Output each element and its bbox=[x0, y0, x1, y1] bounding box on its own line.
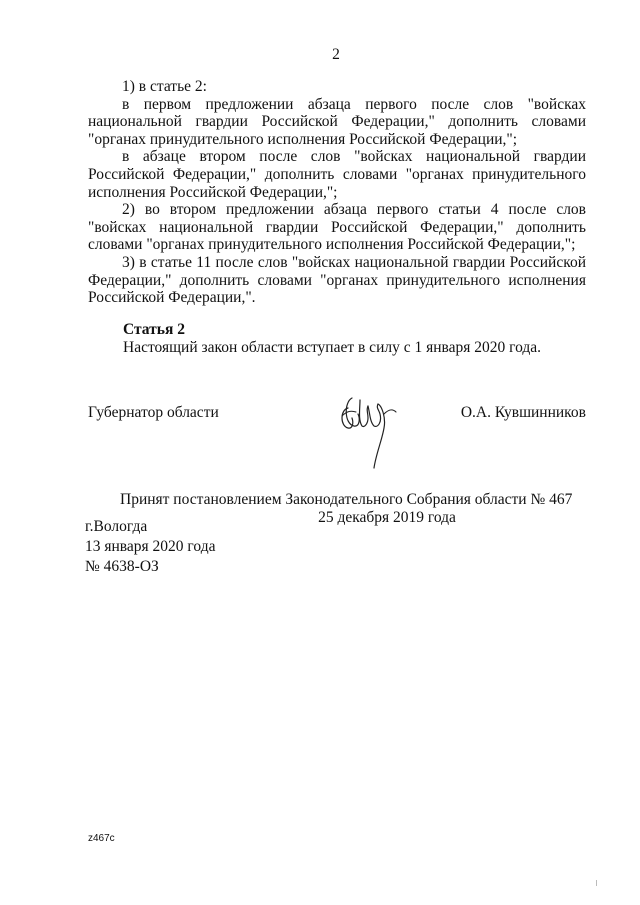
law-number: № 4638-ОЗ bbox=[85, 558, 159, 575]
adoption-resolution: Принят постановлением Законодательного Собрания области № 467 bbox=[120, 491, 573, 508]
paragraph-item-3: 3) в статье 11 после слов "войсках национальной гвардии Российской Федерации," дополнить словами "органах принудительного исполнения Российской Федерации,". bbox=[88, 253, 586, 307]
signing-date: 13 января 2020 года bbox=[85, 538, 216, 555]
paragraph-item-1b: в абзаце втором после слов "войсках национальной гвардии Российской Федерации," дополнить словами "органах принудительного исполнения Российской Федерации,"; bbox=[88, 148, 586, 201]
governor-title: Губернатор области bbox=[88, 404, 219, 421]
city: г.Вологда bbox=[85, 518, 148, 535]
law-registration bbox=[85, 517, 215, 577]
paragraph-item-2: 2) во втором предложении абзаца первого статьи 4 после слов "войсках национальной гвардии Российской Федерации," дополнить словами "органах принудительного исполнения Российской Федерации,"; bbox=[88, 201, 586, 254]
handwritten-signature bbox=[338, 388, 402, 472]
governor-name: О.А. Кувшинников bbox=[460, 404, 586, 421]
scan-mark bbox=[596, 880, 597, 886]
amendments-text bbox=[88, 78, 586, 307]
adoption-date: 25 декабря 2019 года bbox=[318, 509, 456, 526]
article-text: Настоящий закон области вступает в силу с 1 января 2020 года. bbox=[123, 339, 542, 356]
paragraph-item-1: 1) в статье 2: bbox=[122, 78, 207, 95]
paragraph-item-1a: в первом предложении абзаца первого после слов "войсках национальной гвардии Российской Федерации," дополнить словами "органах принудительного исполнения Российской Федерации,"; bbox=[88, 95, 586, 148]
article-title: Статья 2 bbox=[123, 321, 185, 338]
page-number: 2 bbox=[332, 46, 340, 63]
document-code: z467c bbox=[88, 833, 115, 844]
article-2 bbox=[88, 321, 586, 357]
